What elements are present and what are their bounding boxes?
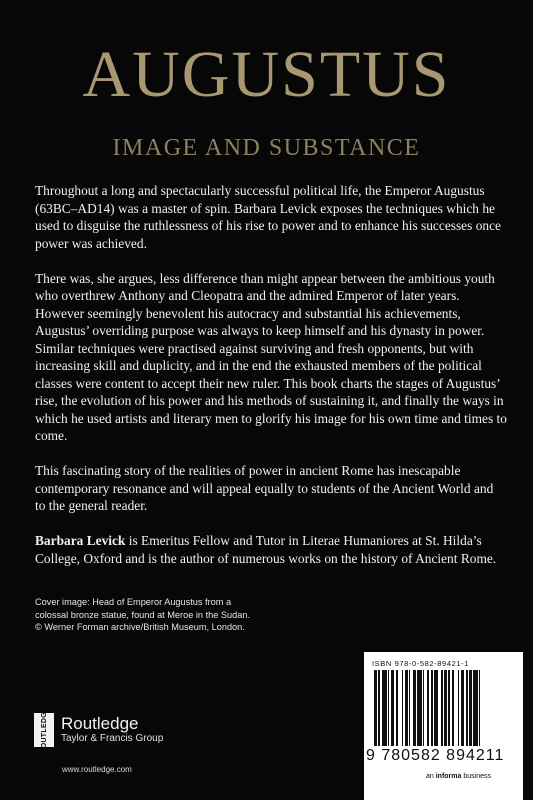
barcode-bar: [413, 670, 416, 746]
barcode-bar: [466, 670, 467, 746]
back-cover-blurb: [35, 182, 507, 585]
barcode-bar: [417, 670, 421, 746]
publisher-mark-text: ROUTLEDGE: [40, 706, 48, 754]
informa-prefix: an: [426, 773, 436, 780]
publisher-group: Taylor & Francis Group: [61, 733, 164, 744]
barcode-bar: [452, 670, 453, 746]
isbn-label: ISBN 978-0-582-89421-1: [372, 659, 470, 668]
publisher-name: Routledge: [61, 714, 139, 733]
barcode-bar: [469, 670, 472, 746]
routledge-mark-icon: [34, 706, 54, 754]
informa-brand: informa: [435, 773, 462, 780]
blurb-paragraph-1: Throughout a long and spectacularly successful political life, the Emperor Augustus (63BC–AD14) was a master of spin. Barbara Levick exposes the techniques which he used to disguise the ruthlessness of his rise to power and to enhance his successes once power was achieved.: [35, 183, 501, 251]
barcode-bar: [444, 670, 447, 746]
author-bio: [35, 532, 507, 567]
informa-suffix: business: [461, 773, 491, 780]
barcode-bar: [427, 670, 428, 746]
blurb-paragraph-3: This fascinating story of the realities of power in ancient Rome has inescapable contemporary resonance and will appeal equally to students of the Ancient World and to the general reader.: [35, 463, 494, 513]
informa-business-label: [426, 773, 491, 780]
barcode-bar: [448, 670, 449, 746]
book-title: AUGUSTUS: [82, 38, 451, 111]
barcode-bar: [396, 670, 397, 746]
author-bio-text: is Emeritus Fellow and Tutor in Literae Humaniores at St. Hilda’s College, Oxford and is the author of numerous works on the history of Ancient Rome.: [35, 533, 497, 566]
credit-line-1: Cover image: Head of Emperor Augustus from a: [35, 597, 232, 607]
barcode-bar: [388, 670, 389, 746]
ean-digits: 9 780582 894211: [366, 747, 505, 764]
barcode-bar: [378, 670, 379, 746]
barcode-bar: [431, 670, 432, 746]
credit-line-3: © Werner Forman archive/British Museum, London.: [35, 622, 245, 632]
barcode-bar: [441, 670, 442, 746]
barcode-bar: [458, 670, 459, 746]
barcode-bar: [374, 670, 377, 746]
publisher-url: www.routledge.com: [62, 765, 132, 774]
barcode-bar: [473, 670, 477, 746]
cover-image-credit: [35, 596, 295, 634]
credit-line-2: colossal bronze statue, found at Meroe in the Sudan.: [35, 609, 251, 620]
barcode-icon: [374, 670, 514, 746]
barcode-bar: [382, 670, 386, 746]
barcode-bar: [409, 670, 410, 746]
barcode-bar: [461, 670, 464, 746]
author-name: Barbara Levick: [35, 533, 126, 548]
publisher-logo: [34, 706, 164, 754]
barcode-bar: [391, 670, 394, 746]
barcode-bar: [405, 670, 408, 746]
book-subtitle: IMAGE AND SUBSTANCE: [112, 135, 421, 161]
barcode-panel: [364, 652, 523, 800]
blurb-paragraph-2: There was, she argues, less difference than might appear between the ambitious youth who overthrew Anthony and Cleopatra and the admired Emperor of later years. However seemingly benevolent his autocracy and substantial his achievements, Augustus’ overriding purpose was always to keep himself and his dynasty in power. Similar techniques were practised against surviving and fresh opponents, but with increasing skill and duplicity, and in the end the exhausted members of the political classes were content to accept their new ruler. This book charts the stages of Augustus’ rise, the evolution of his power and his methods of sustaining it, and finally the ways in which he used artists and literary men to glorify his image for his own time and times to come.: [35, 270, 507, 443]
barcode-bar: [434, 670, 438, 746]
barcode-bar: [479, 670, 480, 746]
barcode-bar: [402, 670, 403, 746]
barcode-bar: [423, 670, 424, 746]
